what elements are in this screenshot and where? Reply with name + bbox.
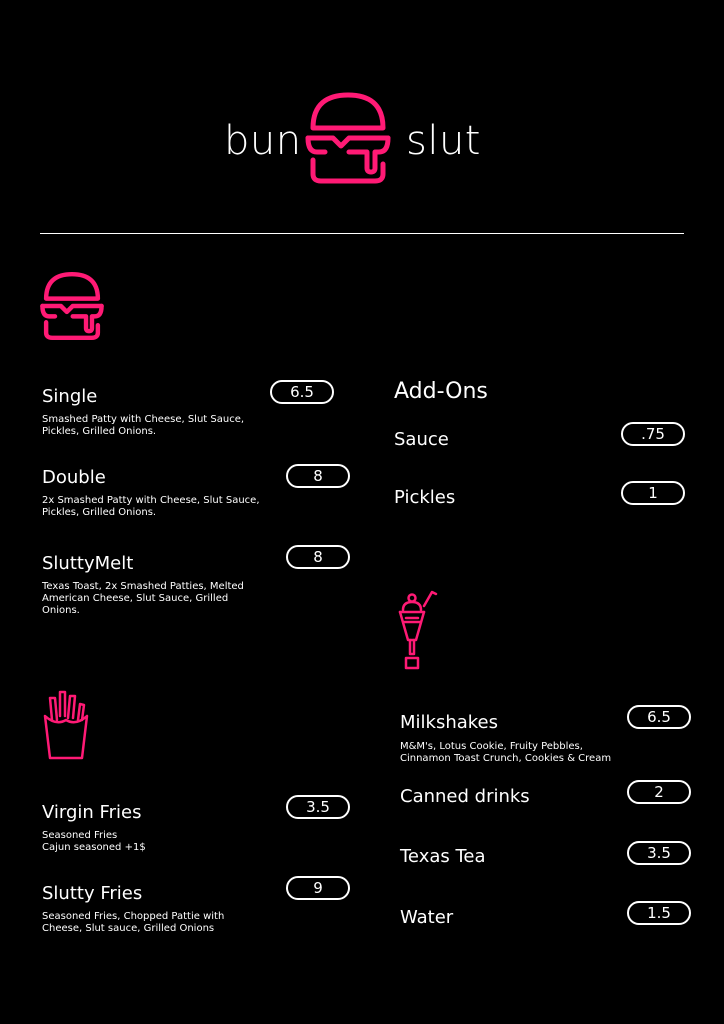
description-line: Seasoned Fries, Chopped Pattie with bbox=[42, 911, 225, 922]
price-badge: 9 bbox=[286, 876, 350, 900]
brand-right-word: slut bbox=[406, 118, 481, 164]
menu-item-name: Sauce bbox=[394, 429, 449, 450]
price-badge: 3.5 bbox=[627, 841, 691, 865]
price-badge: 8 bbox=[286, 464, 350, 488]
description-line: Cinnamon Toast Crunch, Cookies & Cream bbox=[400, 753, 612, 764]
price-badge: 6.5 bbox=[270, 380, 334, 404]
menu-item-name: Single bbox=[42, 386, 98, 407]
menu-item-description bbox=[42, 495, 292, 519]
description-line: Smashed Patty with Cheese, Slut Sauce, bbox=[42, 414, 245, 425]
menu-item-name: Water bbox=[400, 907, 454, 928]
description-line: American Cheese, Slut Sauce, Grilled bbox=[42, 593, 229, 604]
menu-item-name: Milkshakes bbox=[400, 712, 499, 733]
description-line: Onions. bbox=[42, 605, 80, 616]
description-line: Cheese, Slut sauce, Grilled Onions bbox=[42, 923, 215, 934]
addons-title: Add-Ons bbox=[394, 379, 488, 404]
price-badge: 2 bbox=[627, 780, 691, 804]
description-line: M&M's, Lotus Cookie, Fruity Pebbles, bbox=[400, 741, 583, 752]
description-line: Texas Toast, 2x Smashed Patties, Melted bbox=[42, 581, 244, 592]
menu-item-name: Slutty Fries bbox=[42, 883, 143, 904]
description-line: Pickles, Grilled Onions. bbox=[42, 507, 157, 518]
menu-item-description bbox=[42, 414, 282, 438]
menu-item-name: Canned drinks bbox=[400, 786, 530, 807]
menu-item-name: Texas Tea bbox=[400, 846, 486, 867]
header-divider bbox=[40, 233, 684, 234]
description-line: Seasoned Fries bbox=[42, 830, 118, 841]
menu-item-name: Pickles bbox=[394, 487, 456, 508]
description-line: 2x Smashed Patty with Cheese, Slut Sauce, bbox=[42, 495, 260, 506]
price-badge: 6.5 bbox=[627, 705, 691, 729]
brand-left-word: bun bbox=[224, 118, 302, 164]
menu-item-name: Double bbox=[42, 467, 106, 488]
description-line: Cajun seasoned +1$ bbox=[42, 842, 146, 853]
menu-item-name: Virgin Fries bbox=[42, 802, 142, 823]
menu-item-description bbox=[42, 581, 282, 617]
price-badge: 8 bbox=[286, 545, 350, 569]
fries-icon bbox=[42, 690, 90, 760]
description-line: Pickles, Grilled Onions. bbox=[42, 426, 157, 437]
burger-logo-icon bbox=[305, 92, 391, 184]
milkshake-icon bbox=[394, 588, 438, 672]
price-badge: .75 bbox=[621, 422, 685, 446]
price-badge: 3.5 bbox=[286, 795, 350, 819]
price-badge: 1 bbox=[621, 481, 685, 505]
menu-item-description bbox=[400, 741, 640, 765]
price-badge: 1.5 bbox=[627, 901, 691, 925]
menu-item-description bbox=[42, 830, 282, 854]
menu-item-name: SluttyMelt bbox=[42, 553, 134, 574]
menu-item-description bbox=[42, 911, 282, 935]
burger-icon bbox=[40, 272, 104, 340]
